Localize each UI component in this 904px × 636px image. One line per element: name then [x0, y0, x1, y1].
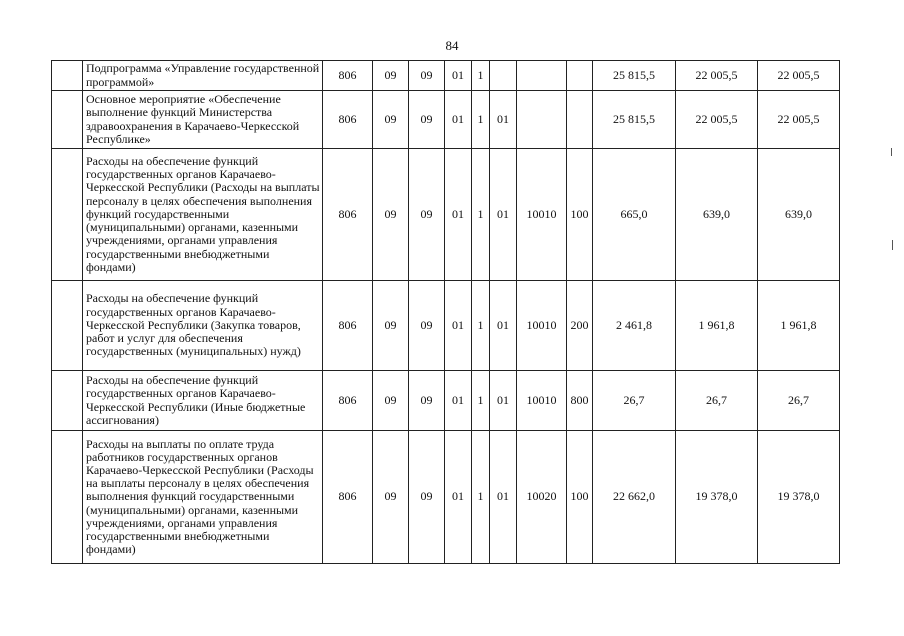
- row-cell-v1: 665,0: [593, 149, 676, 281]
- row-cell-c1: 806: [323, 431, 373, 564]
- budget-table: [51, 60, 840, 564]
- table-body: [52, 61, 840, 564]
- page-number: 84: [445, 38, 459, 53]
- row-cell-c5: 1: [472, 371, 490, 431]
- row-cell-c8: [567, 91, 593, 149]
- row-cell-c1: 806: [323, 371, 373, 431]
- row-cell-c1: 806: [323, 149, 373, 281]
- row-cell-v1: 22 662,0: [593, 431, 676, 564]
- row-cell-c7: 10010: [517, 371, 567, 431]
- row-cell-c8: 200: [567, 281, 593, 371]
- table-row: [52, 431, 840, 564]
- row-cell-c6: 01: [490, 371, 517, 431]
- row-cell-c3: 09: [409, 149, 445, 281]
- table-row: [52, 281, 840, 371]
- row-cell-c2: 09: [373, 149, 409, 281]
- scan-mark: [892, 240, 893, 250]
- row-cell-c5: 1: [472, 431, 490, 564]
- row-cell-c8: 800: [567, 371, 593, 431]
- row-cell-c6: 01: [490, 431, 517, 564]
- table-row: [52, 91, 840, 149]
- row-cell-v3: 22 005,5: [758, 91, 840, 149]
- row-cell-c3: 09: [409, 61, 445, 91]
- row-cell-c4: 01: [445, 371, 472, 431]
- row-cell-v2: 1 961,8: [676, 281, 758, 371]
- row-cell-v2: 22 005,5: [676, 61, 758, 91]
- row-name-cell: Расходы на обеспечение функций государственных органов Карачаево-Черкесской Республики (Закупка товаров, работ и услуг для обеспечения государственных (муниципальных) нужд): [83, 281, 323, 371]
- row-cell-v1: 26,7: [593, 371, 676, 431]
- row-cell-c8: [567, 61, 593, 91]
- row-cell-c3: 09: [409, 371, 445, 431]
- row-cell-c7: 10020: [517, 431, 567, 564]
- row-cell-v3: 639,0: [758, 149, 840, 281]
- row-name-cell: Расходы на выплаты по оплате труда работников государственных органов Карачаево-Черкесской Республики (Расходы на выплаты персоналу в целях обеспечения выполнения функций государственными (муниципальными) органами, казенными учреждениями, органами управления государственными внебюджетными фондами): [83, 431, 323, 564]
- row-name-cell: Расходы на обеспечение функций государственных органов Карачаево-Черкесской Республики (Иные бюджетные ассигнования): [83, 371, 323, 431]
- row-cell-c1: 806: [323, 61, 373, 91]
- row-blank-cell: [52, 431, 83, 564]
- row-cell-v1: 2 461,8: [593, 281, 676, 371]
- row-cell-c2: 09: [373, 371, 409, 431]
- row-cell-c4: 01: [445, 281, 472, 371]
- row-cell-c8: 100: [567, 431, 593, 564]
- table-row: [52, 149, 840, 281]
- row-cell-c4: 01: [445, 91, 472, 149]
- row-cell-c8: 100: [567, 149, 593, 281]
- row-cell-c7: [517, 61, 567, 91]
- row-cell-c6: 01: [490, 149, 517, 281]
- row-blank-cell: [52, 61, 83, 91]
- row-cell-c2: 09: [373, 91, 409, 149]
- row-cell-c7: 10010: [517, 149, 567, 281]
- row-cell-c3: 09: [409, 431, 445, 564]
- row-cell-c5: 1: [472, 61, 490, 91]
- row-cell-c3: 09: [409, 281, 445, 371]
- row-cell-c3: 09: [409, 91, 445, 149]
- row-cell-v2: 22 005,5: [676, 91, 758, 149]
- row-name-cell: Расходы на обеспечение функций государственных органов Карачаево-Черкесской Республики (Расходы на выплаты персоналу в целях обеспечения выполнения функций государственными (муниципальными) органами, казенными учреждениями, органами управления государственными внебюджетными фондами): [83, 149, 323, 281]
- row-cell-c2: 09: [373, 281, 409, 371]
- row-cell-v2: 26,7: [676, 371, 758, 431]
- row-cell-v2: 639,0: [676, 149, 758, 281]
- row-name-cell: Подпрограмма «Управление государственной программой»: [83, 61, 323, 91]
- row-cell-c5: 1: [472, 149, 490, 281]
- row-name-cell: Основное мероприятие «Обеспечение выполнение функций Министерства здравоохранения в Карачаево-Черкесской Республике»: [83, 91, 323, 149]
- row-cell-c2: 09: [373, 431, 409, 564]
- row-cell-c6: [490, 61, 517, 91]
- row-cell-v1: 25 815,5: [593, 91, 676, 149]
- table-row: [52, 61, 840, 91]
- table-row: [52, 371, 840, 431]
- row-cell-c6: 01: [490, 281, 517, 371]
- row-cell-v3: 22 005,5: [758, 61, 840, 91]
- row-cell-c7: [517, 91, 567, 149]
- row-cell-c5: 1: [472, 91, 490, 149]
- row-cell-v2: 19 378,0: [676, 431, 758, 564]
- row-blank-cell: [52, 281, 83, 371]
- row-cell-c4: 01: [445, 61, 472, 91]
- scan-mark: [891, 148, 892, 156]
- row-cell-v1: 25 815,5: [593, 61, 676, 91]
- row-cell-v3: 1 961,8: [758, 281, 840, 371]
- row-cell-v3: 26,7: [758, 371, 840, 431]
- row-cell-c4: 01: [445, 431, 472, 564]
- row-cell-c2: 09: [373, 61, 409, 91]
- row-blank-cell: [52, 371, 83, 431]
- row-cell-c1: 806: [323, 91, 373, 149]
- row-cell-c4: 01: [445, 149, 472, 281]
- row-blank-cell: [52, 91, 83, 149]
- row-cell-c7: 10010: [517, 281, 567, 371]
- row-cell-c5: 1: [472, 281, 490, 371]
- row-cell-v3: 19 378,0: [758, 431, 840, 564]
- row-blank-cell: [52, 149, 83, 281]
- row-cell-c1: 806: [323, 281, 373, 371]
- row-cell-c6: 01: [490, 91, 517, 149]
